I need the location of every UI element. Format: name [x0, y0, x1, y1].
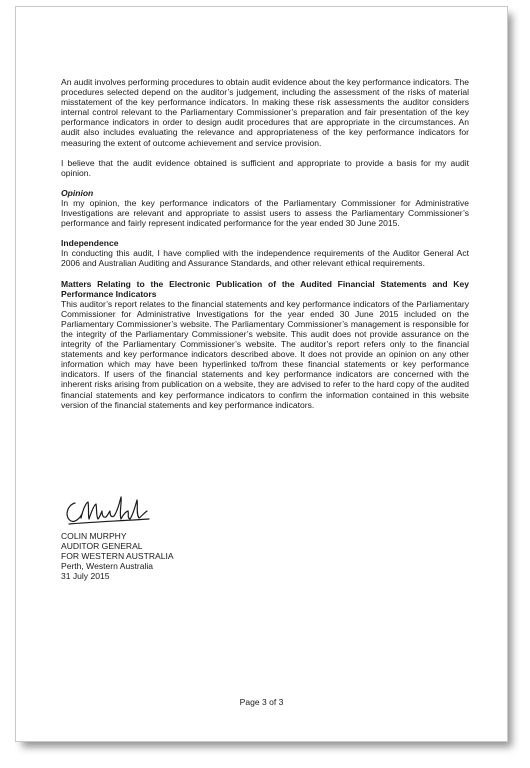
electronic-publication-paragraph: This auditor’s report relates to the financial statements and key performance indicators of the Parliamentary Commissioner for Administrative Investigations for the year ended 30 June 2015 included on the Parliamentary Commissioner’s website. The Parliamentary Commissioner’s management is responsible for the integrity of the Parliamentary Commissioner’s website. This audit does not provide assurance on the integrity of the Parliamentary Commissioner’s website. The auditor’s report refers only to the financial statements and key performance indicators described above. It does not provide an opinion on any other information which may have been hyperlinked to/from these financial statements or key performance indicators. If users of the financial statements and key performance indicators are concerned with the inherent risks arising from publication on a website, they are advised to refer to the hard copy of the audited financial statements and key performance indicators to confirm the information contained in this website version of the financial statements and key performance indicators. — [61, 298, 469, 410]
electronic-publication-section — [61, 279, 469, 410]
signature-block — [61, 493, 261, 581]
independence-paragraph: In conducting this audit, I have complied with the independence requirements of the Auditor General Act 2006 and Australian Auditing and Assurance Standards, and other relevant ethical requirements. — [61, 248, 469, 269]
signatory-title: AUDITOR GENERAL — [61, 541, 143, 552]
independence-heading: Independence — [61, 238, 119, 249]
audit-evidence-paragraph: I believe that the audit evidence obtained is sufficient and appropriate to provide a basis for my audit opinion. — [61, 157, 469, 178]
independence-section — [61, 238, 469, 268]
document-page — [15, 6, 508, 742]
opinion-heading: Opinion — [61, 187, 94, 198]
electronic-publication-heading: Matters Relating to the Electronic Publication of the Audited Financial Statements and Key Performance Indicators — [61, 278, 469, 299]
audit-procedures-paragraph: An audit involves performing procedures to obtain audit evidence about the key performance indicators. The procedures selected depend on the auditor’s judgement, including the assessment of the risks of material misstatement of the key performance indicators. In making these risk assessments the auditor considers internal control relevant to the Parliamentary Commissioner’s preparation and fair presentation of the key performance indicators in order to design audit procedures that are appropriate in the circumstances. An audit also includes evaluating the relevance and appropriateness of the key performance indicators for measuring the extent of outcome achievement and service provision. — [61, 77, 469, 148]
handwritten-signature — [61, 493, 156, 529]
page-number: Page 3 of 3 — [239, 697, 284, 707]
signatory-organisation: FOR WESTERN AUSTRALIA — [61, 551, 174, 562]
signing-location: Perth, Western Australia — [61, 561, 153, 572]
report-body — [61, 77, 469, 420]
opinion-paragraph: In my opinion, the key performance indicators of the Parliamentary Commissioner for Administrative Investigations are relevant and appropriate to assist users to assess the Parliamentary Commissioner’s performance and fairly represent indicated performance for the year ended 30 June 2015. — [61, 197, 469, 229]
signing-date: 31 July 2015 — [61, 571, 110, 582]
opinion-section — [61, 188, 469, 228]
signatory-name: COLIN MURPHY — [61, 531, 127, 541]
